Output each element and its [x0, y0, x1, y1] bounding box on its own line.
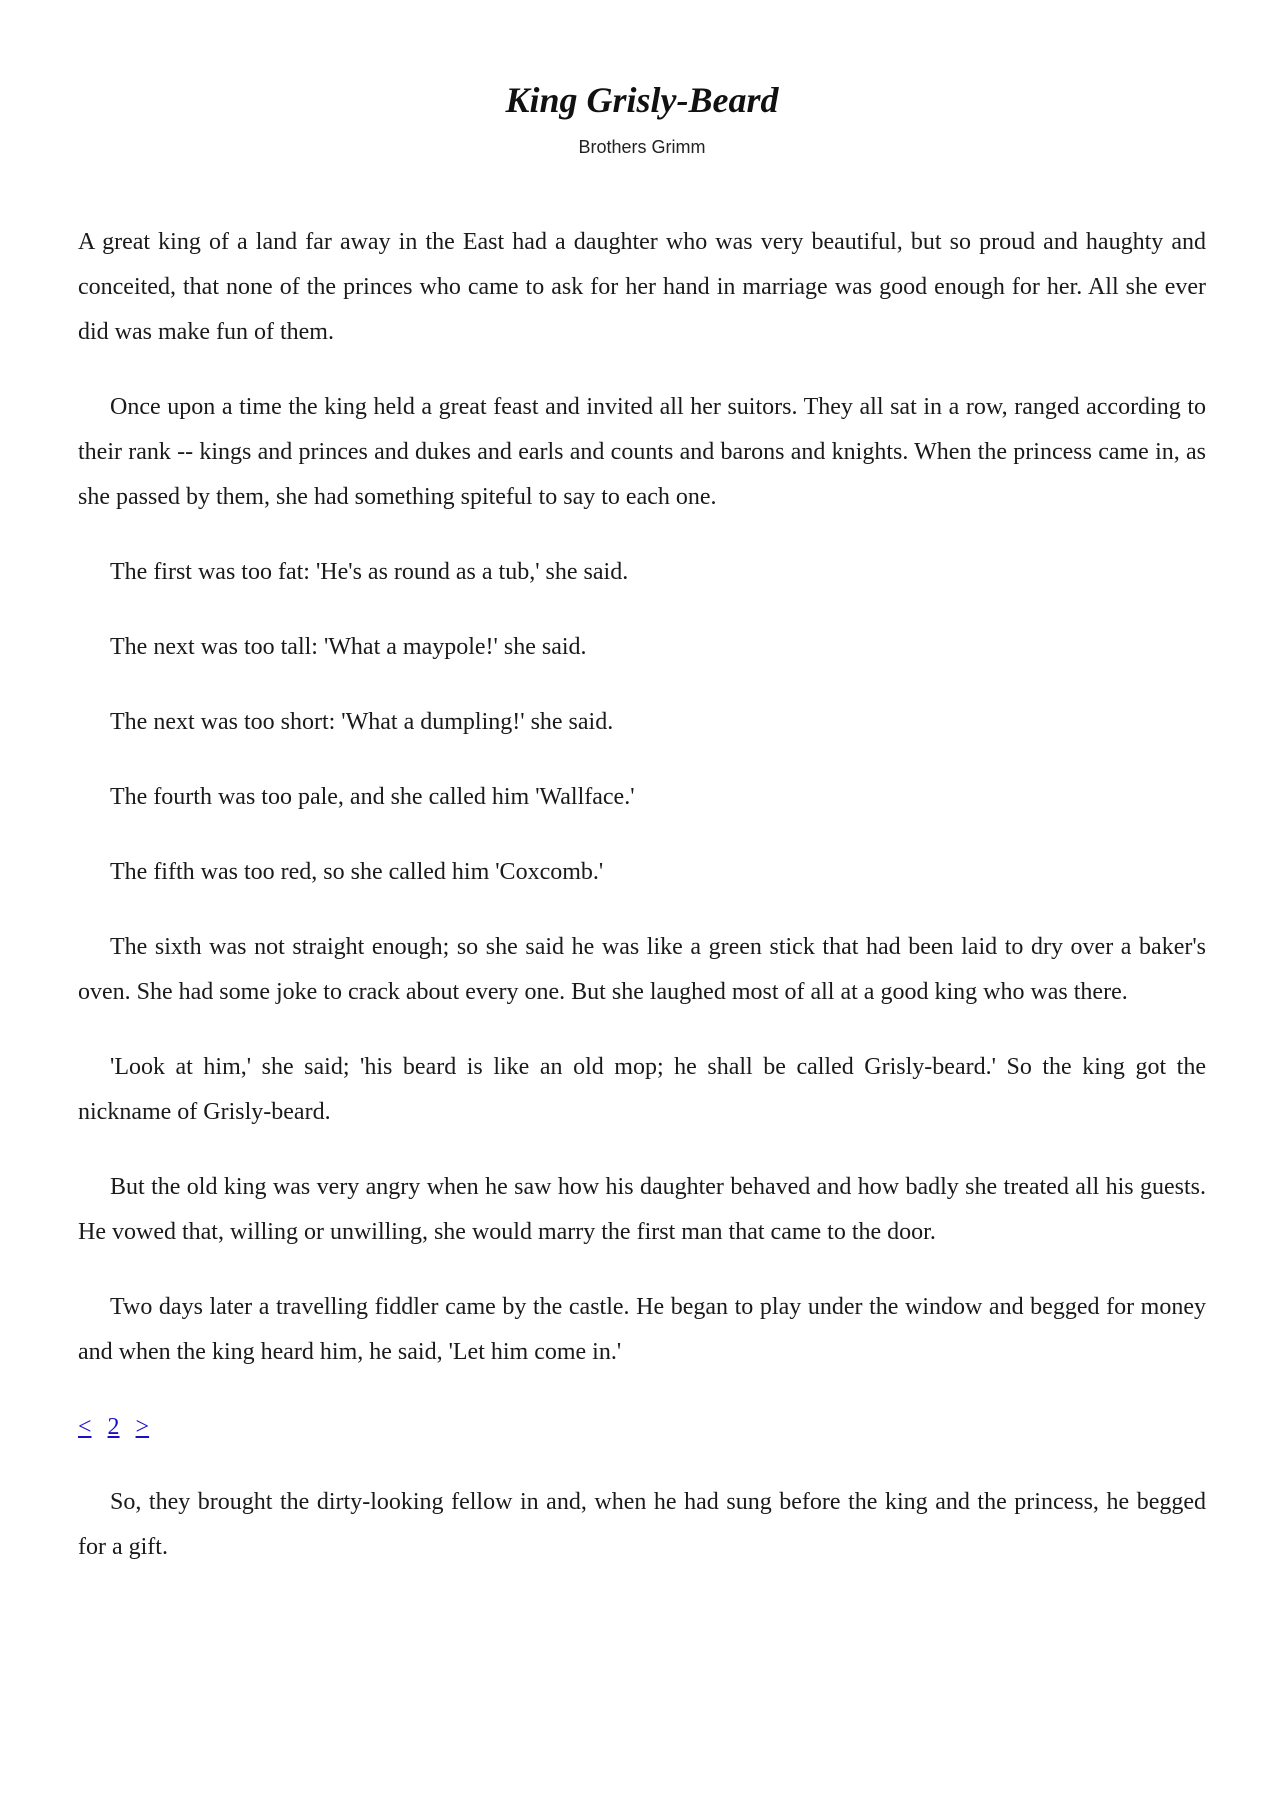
paragraph: But the old king was very angry when he saw how his daughter behaved and how badly she treated all his guests. He vowed that, willing or unwilling, she would marry the first man that came to the door.	[78, 1174, 1206, 1245]
paragraph: The sixth was not straight enough; so she said he was like a green stick that had been laid to dry over a baker's oven. She had some joke to crack about every one. But she laughed most of all at a good king who was there.	[78, 934, 1206, 1005]
paragraph: The fourth was too pale, and she called him 'Wallface.'	[110, 784, 635, 810]
paragraph: A great king of a land far away in the East had a daughter who was very beautiful, but so proud and haughty and conceited, that none of the princes who came to ask for her hand in marriage was good enough for her. All she ever did was make fun of them.	[78, 229, 1206, 345]
story-title: King Grisly-Beard	[505, 80, 779, 120]
paragraph: The next was too tall: 'What a maypole!' she said.	[110, 634, 587, 660]
document-page	[78, 0, 1206, 1600]
paragraph: The next was too short: 'What a dumpling!' she said.	[110, 709, 614, 735]
story-body	[78, 220, 1206, 1570]
paragraph: The fifth was too red, so she called him 'Coxcomb.'	[110, 859, 604, 885]
paragraph: Two days later a travelling fiddler came by the castle. He began to play under the window and begged for money and when the king heard him, he said, 'Let him come in.'	[78, 1294, 1206, 1365]
paragraph: The first was too fat: 'He's as round as a tub,' she said.	[110, 559, 629, 585]
paragraph: 'Look at him,' she said; 'his beard is like an old mop; he shall be called Grisly-beard.' So the king got the nickname of Grisly-beard.	[78, 1054, 1206, 1125]
paragraph: Once upon a time the king held a great feast and invited all her suitors. They all sat in a row, ranged according to their rank -- kings and princes and dukes and earls and counts and barons and knights. When the princess came in, as she passed by them, she had something spiteful to say to each one.	[78, 394, 1206, 510]
next-page-link[interactable]: >	[135, 1414, 150, 1440]
page-number-link[interactable]: 2	[107, 1414, 120, 1440]
page-navigation	[78, 1405, 1206, 1450]
paragraph: So, they brought the dirty-looking fellow in and, when he had sung before the king and the princess, he begged for a gift.	[78, 1489, 1206, 1560]
story-author: Brothers Grimm	[578, 137, 706, 157]
previous-page-link[interactable]: <	[78, 1414, 92, 1440]
